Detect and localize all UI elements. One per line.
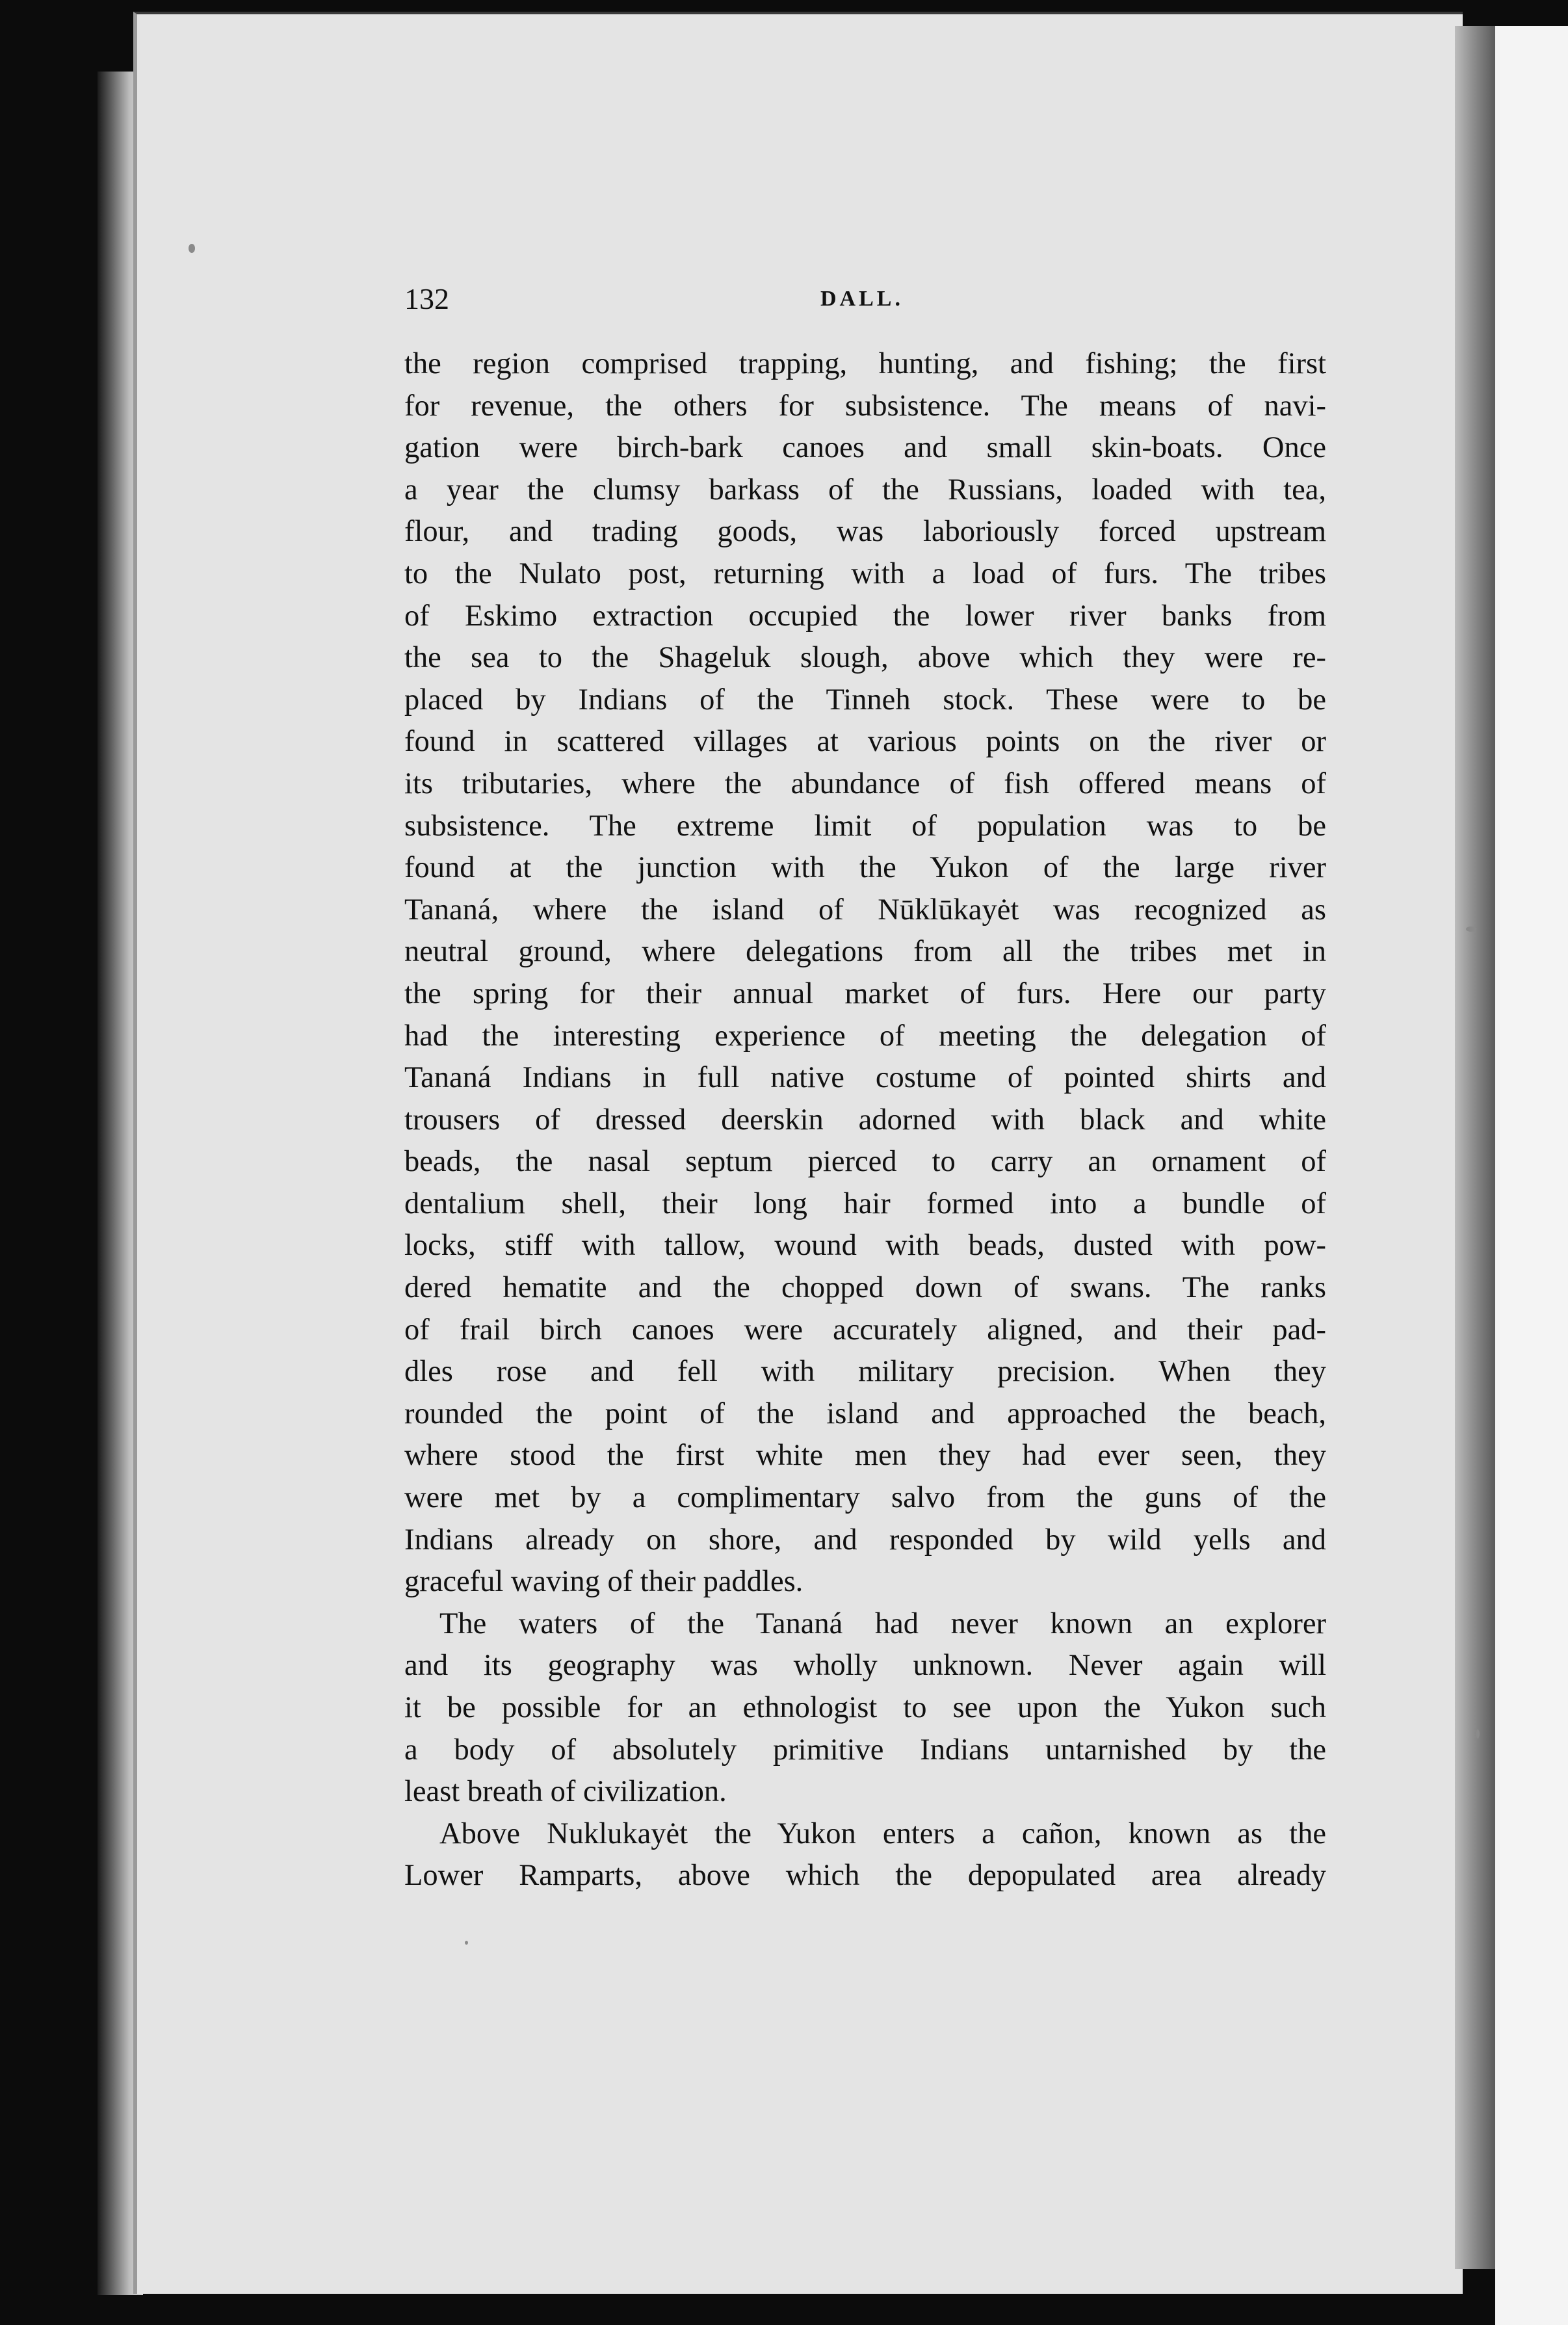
text-line: Indians already on shore, and responded by wild yells and xyxy=(404,1523,1326,1557)
text-line: Tananá, where the island of Nūklūkayėt was recognized as xyxy=(404,893,1326,926)
text-line: dles rose and fell with military precision. When they xyxy=(404,1355,1326,1389)
page-header xyxy=(404,273,1326,325)
text-line: found in scattered villages at various points on the river or xyxy=(404,725,1326,759)
text-line: of Eskimo extraction occupied the lower river banks from xyxy=(404,599,1326,633)
text-line: subsistence. The extreme limit of population was to be xyxy=(404,809,1326,843)
text-line: its tributaries, where the abundance of fish offered means of xyxy=(404,767,1326,800)
scan-speck xyxy=(189,244,195,253)
text-line: were met by a complimentary salvo from the guns of the xyxy=(404,1481,1326,1515)
text-line: locks, stiff with tallow, wound with beads, dusted with pow- xyxy=(404,1229,1326,1263)
scan-speck xyxy=(1476,1729,1480,1739)
text-line: rounded the point of the island and approached the beach, xyxy=(404,1397,1326,1430)
text-line: The waters of the Tananá had never known an explorer xyxy=(439,1607,1326,1640)
text-line: placed by Indians of the Tinneh stock. These were to be xyxy=(404,683,1326,716)
text-line: trousers of dressed deerskin adorned with black and white xyxy=(404,1103,1326,1136)
text-line: for revenue, the others for subsistence. The means of navi- xyxy=(404,389,1326,423)
scan-margin xyxy=(1495,26,1568,2325)
text-line: dentalium shell, their long hair formed into a bundle of xyxy=(404,1187,1326,1220)
text-line: where stood the first white men they had ever seen, they xyxy=(404,1439,1326,1473)
text-line: to the Nulato post, returning with a load of furs. The tribes xyxy=(404,557,1326,590)
text-line: flour, and trading goods, was laboriously forced upstream xyxy=(404,515,1326,549)
running-head: DALL. xyxy=(820,287,904,311)
text-line: and its geography was wholly unknown. Never again will xyxy=(404,1649,1326,1683)
text-line: Lower Ramparts, above which the depopulated area already xyxy=(404,1859,1326,1893)
text-line: least breath of civilization. xyxy=(404,1775,727,1809)
book-right-edge xyxy=(1455,26,1495,2269)
text-line: the region comprised trapping, hunting, and fishing; the first xyxy=(404,347,1326,380)
text-line: Tananá Indians in full native costume of pointed shirts and xyxy=(404,1061,1326,1095)
page-number: 132 xyxy=(404,282,449,315)
text-line: beads, the nasal septum pierced to carry an ornament of xyxy=(404,1145,1326,1179)
body-text xyxy=(404,343,1326,1897)
text-line: a body of absolutely primitive Indians untarnished by the xyxy=(404,1733,1326,1767)
text-line: found at the junction with the Yukon of the large river xyxy=(404,851,1326,885)
text-line: the sea to the Shageluk slough, above which they were re- xyxy=(404,641,1326,675)
text-line: it be possible for an ethnologist to see upon the Yukon such xyxy=(404,1691,1326,1724)
text-line: Above Nuklukayėt the Yukon enters a cañon, known as the xyxy=(439,1817,1326,1850)
text-line: a year the clumsy barkass of the Russians, loaded with tea, xyxy=(404,473,1326,506)
text-line: had the interesting experience of meeting the delegation of xyxy=(404,1019,1326,1053)
scan-speck xyxy=(465,1941,468,1945)
scan-speck xyxy=(1466,926,1476,932)
text-line: neutral ground, where delegations from all the tribes met in xyxy=(404,935,1326,969)
text-line: of frail birch canoes were accurately aligned, and their pad- xyxy=(404,1313,1326,1346)
text-line: gation were birch-bark canoes and small skin-boats. Once xyxy=(404,431,1326,465)
text-line: the spring for their annual market of furs. Here our party xyxy=(404,977,1326,1010)
text-line: dered hematite and the chopped down of swans. The ranks xyxy=(404,1271,1326,1305)
text-line: graceful waving of their paddles. xyxy=(404,1565,804,1599)
